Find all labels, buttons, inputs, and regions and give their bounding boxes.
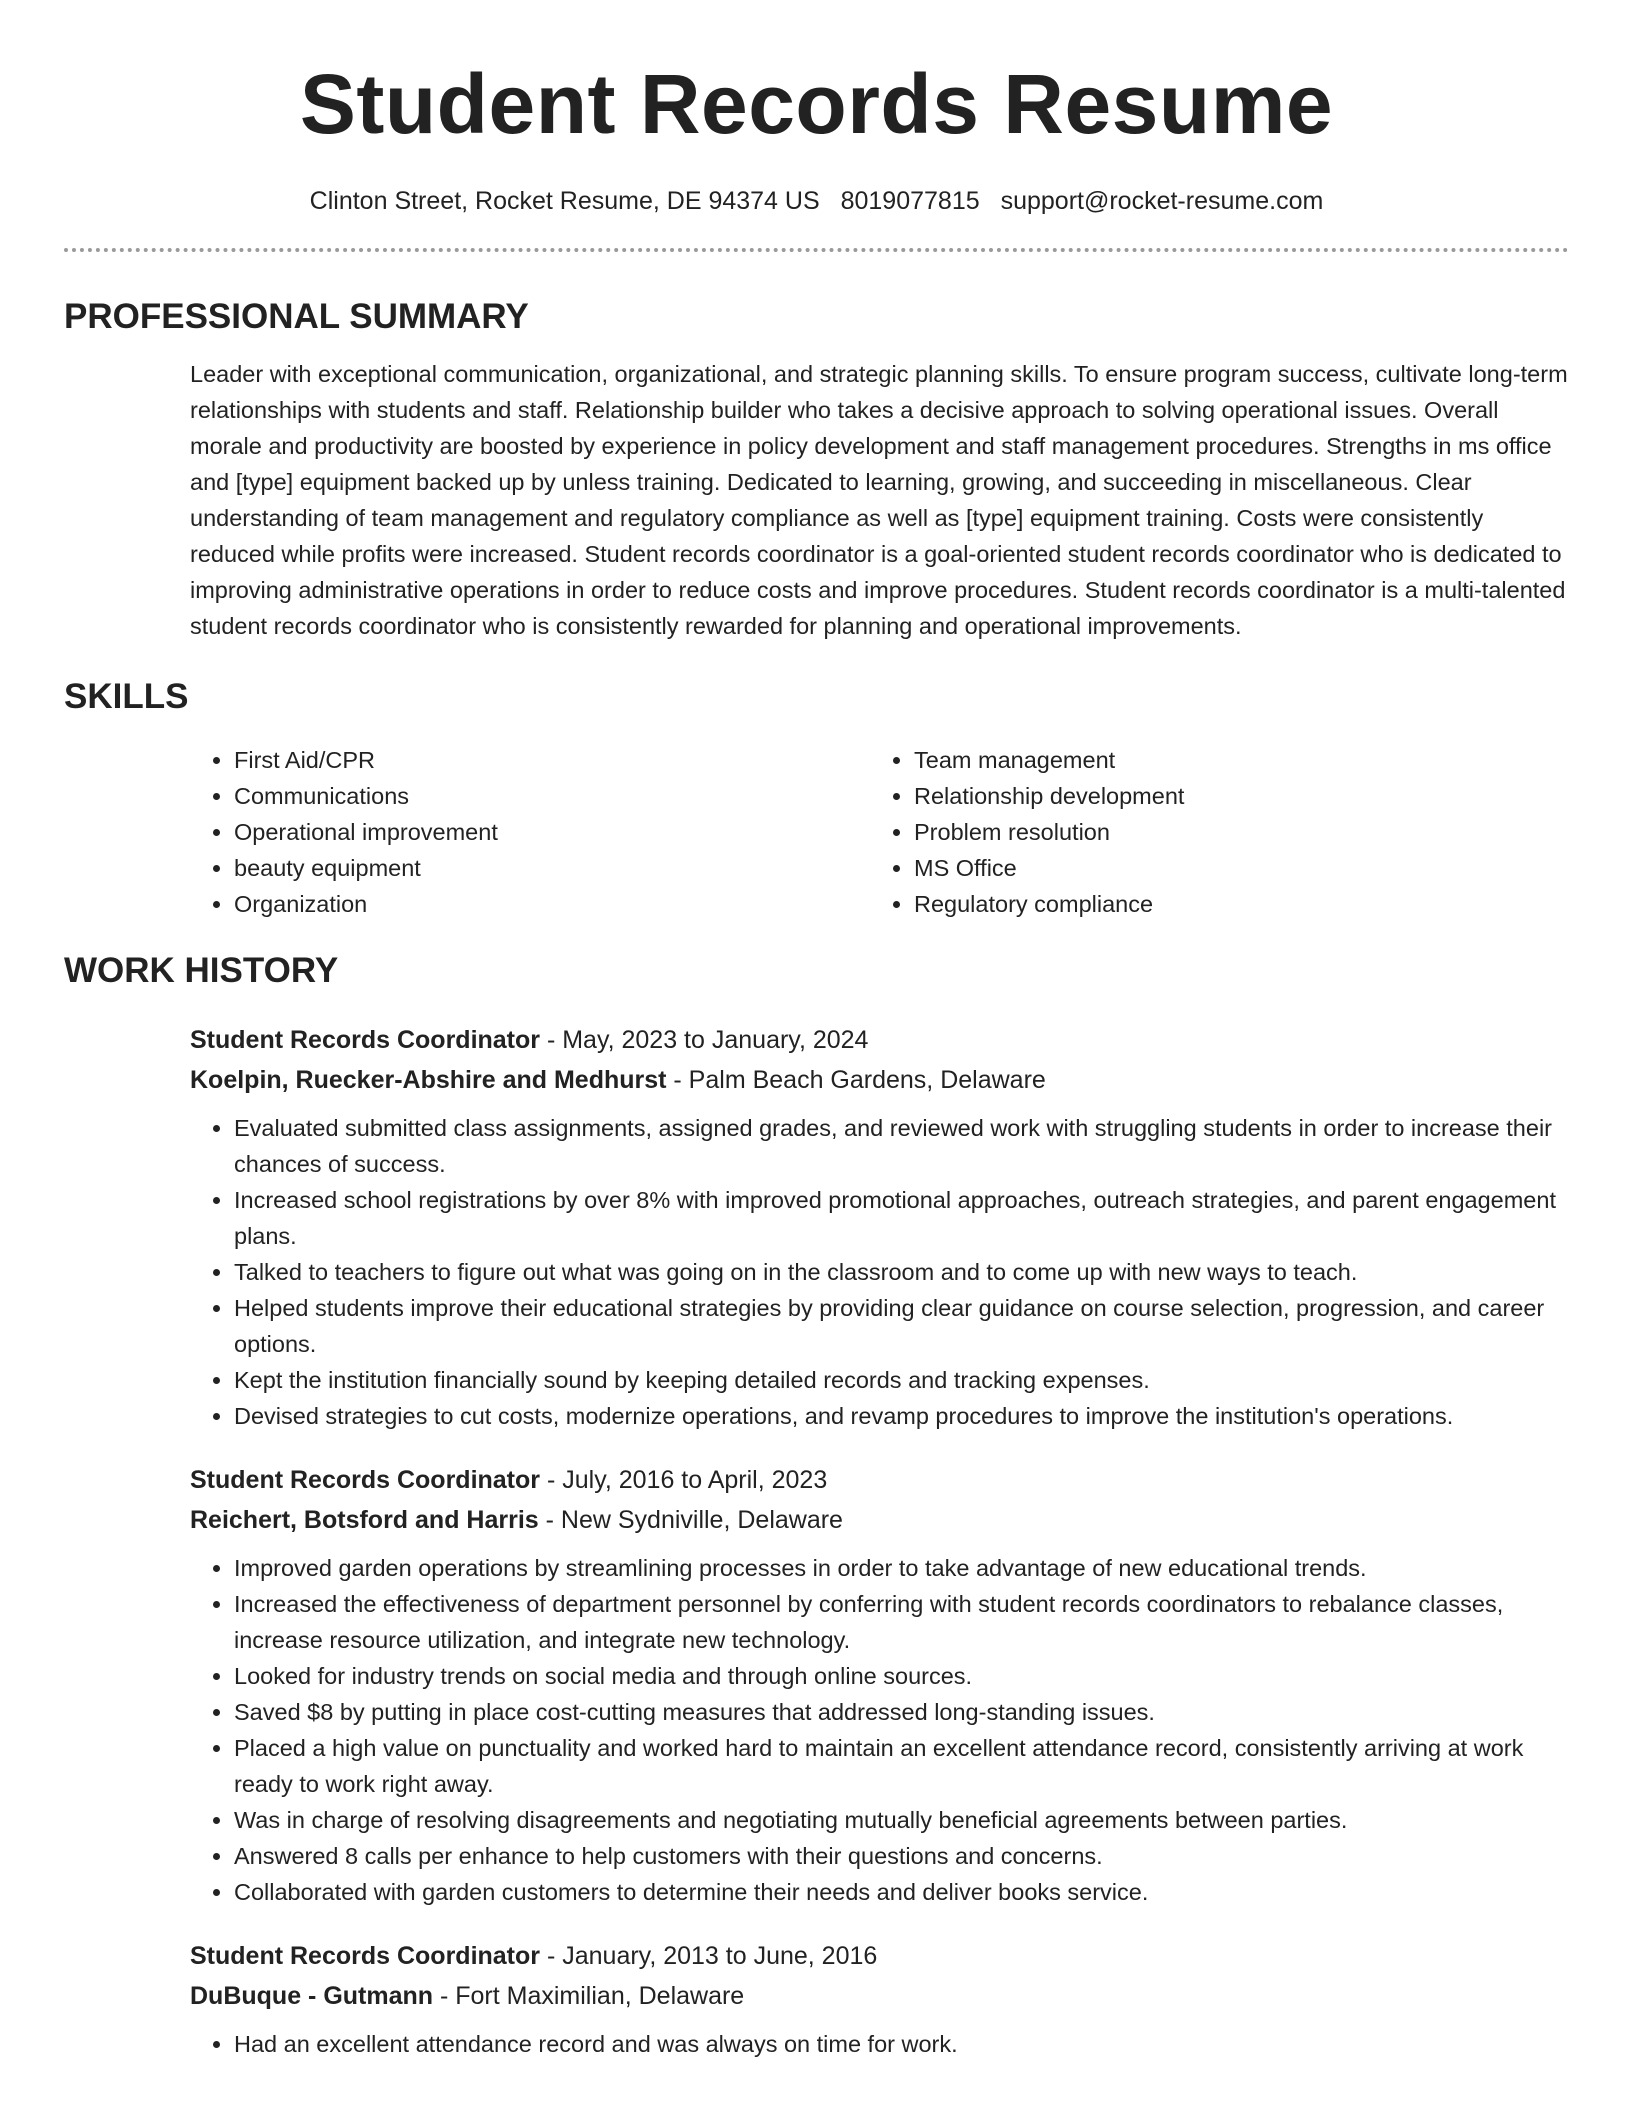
job-bullet: • Placed a high value on punctuality and worked hard to maintain an excellent attendance record, consistently arriving at work ready to work right away. — [234, 1730, 1569, 1802]
job-bullet: • Devised strategies to cut costs, modernize operations, and revamp procedures to improve the institution's operations. — [234, 1398, 1569, 1434]
job-dates: - July, 2016 to April, 2023 — [540, 1466, 828, 1494]
job-location: - New Sydniville, Delaware — [538, 1506, 843, 1534]
job-bullet: • Increased school registrations by over 8% with improved promotional approaches, outreach strategies, and parent engagement plans. — [234, 1182, 1569, 1254]
job-company-line — [190, 1060, 1569, 1100]
skills-column-right — [870, 742, 1184, 922]
job-role-line — [190, 1460, 1569, 1500]
skill-item: • Team management — [914, 742, 1184, 778]
job-bullet: • Answered 8 calls per enhance to help customers with their questions and concerns. — [234, 1838, 1569, 1874]
job-bullet: • Evaluated submitted class assignments, assigned grades, and reviewed work with struggling students in order to increase their chances of success. — [234, 1110, 1569, 1182]
job-dates: - May, 2023 to January, 2024 — [540, 1026, 869, 1054]
job-bullet: • Had an excellent attendance record and was always on time for work. — [234, 2026, 1569, 2062]
skill-item: • beauty equipment — [234, 850, 870, 886]
skill-item: • MS Office — [914, 850, 1184, 886]
contact-line — [64, 186, 1569, 216]
contact-address: Clinton Street, Rocket Resume, DE 94374 US — [309, 187, 820, 215]
job-bullet: • Talked to teachers to figure out what was going on in the classroom and to come up with new ways to teach. — [234, 1254, 1569, 1290]
job-company: DuBuque - Gutmann — [190, 1982, 434, 2010]
job-bullet: • Looked for industry trends on social media and through online sources. — [234, 1658, 1569, 1694]
job-role: Student Records Coordinator — [190, 1942, 541, 1970]
resume-title: Student Records Resume — [299, 57, 1334, 151]
job-bullet: • Helped students improve their educational strategies by providing clear guidance on course selection, progression, and career options. — [234, 1290, 1569, 1362]
summary-heading: PROFESSIONAL SUMMARY — [64, 297, 529, 336]
header-divider — [64, 248, 1569, 252]
resume-page — [64, 0, 1569, 2062]
job-bullet: • Collaborated with garden customers to determine their needs and deliver books service. — [234, 1874, 1569, 1910]
skills-column-left — [190, 742, 870, 922]
job-role: Student Records Coordinator — [190, 1466, 541, 1494]
job-location: - Fort Maximilian, Delaware — [433, 1982, 745, 2010]
job-company-line — [190, 1500, 1569, 1540]
job-bullet: • Was in charge of resolving disagreements and negotiating mutually beneficial agreements between parties. — [234, 1802, 1569, 1838]
job-entry — [190, 1936, 1569, 2062]
contact-email: support@rocket-resume.com — [1000, 187, 1324, 215]
job-entry — [190, 1460, 1569, 1910]
skill-item: • Organization — [234, 886, 870, 922]
job-role-line — [190, 1936, 1569, 1976]
contact-phone: 8019077815 — [840, 187, 980, 215]
skills-heading: SKILLS — [64, 677, 189, 716]
job-company: Reichert, Botsford and Harris — [190, 1506, 539, 1534]
job-company-line — [190, 1976, 1569, 2016]
summary-text: Leader with exceptional communication, organizational, and strategic planning skills. To ensure program success, cultivate long-term relationships with students and staff. Relationship builder who takes a decisive approach to solving operational issues. Overall morale and productivity are boosted by experience in policy development and staff management procedures. Strengths in ms office and [type] equipment backed up by unless training. Dedicated to learning, growing, and succeeding in miscellaneous. Clear understanding of team management and regulatory compliance as well as [type] equipment training. Costs were consistently reduced while profits were increased. Student records coordinator is a goal-oriented student records coordinator who is dedicated to improving administrative operations in order to reduce costs and improve procedures. Student records coordinator is a multi-talented student records coordinator who is consistently rewarded for planning and operational improvements. — [190, 361, 1568, 639]
job-location: - Palm Beach Gardens, Delaware — [666, 1066, 1046, 1094]
job-bullets — [190, 2026, 1569, 2062]
work-history-heading: WORK HISTORY — [64, 951, 339, 990]
job-bullet: • Kept the institution financially sound by keeping detailed records and tracking expenses. — [234, 1362, 1569, 1398]
skills-list — [190, 742, 1569, 922]
job-bullet: • Improved garden operations by streamlining processes in order to take advantage of new educational trends. — [234, 1550, 1569, 1586]
job-bullets — [190, 1550, 1569, 1910]
skill-item: • Operational improvement — [234, 814, 870, 850]
skill-item: • Problem resolution — [914, 814, 1184, 850]
job-company: Koelpin, Ruecker-Abshire and Medhurst — [190, 1066, 667, 1094]
job-bullet: • Saved $8 by putting in place cost-cutting measures that addressed long-standing issues. — [234, 1694, 1569, 1730]
skill-item: • Regulatory compliance — [914, 886, 1184, 922]
job-role: Student Records Coordinator — [190, 1026, 541, 1054]
job-role-line — [190, 1020, 1569, 1060]
job-bullet: • Increased the effectiveness of department personnel by conferring with student records coordinators to rebalance classes, increase resource utilization, and integrate new technology. — [234, 1586, 1569, 1658]
skill-item: • Communications — [234, 778, 870, 814]
skill-item: • Relationship development — [914, 778, 1184, 814]
job-entry — [190, 1020, 1569, 1434]
job-dates: - January, 2013 to June, 2016 — [540, 1942, 878, 1970]
job-bullets — [190, 1110, 1569, 1434]
skill-item: • First Aid/CPR — [234, 742, 870, 778]
